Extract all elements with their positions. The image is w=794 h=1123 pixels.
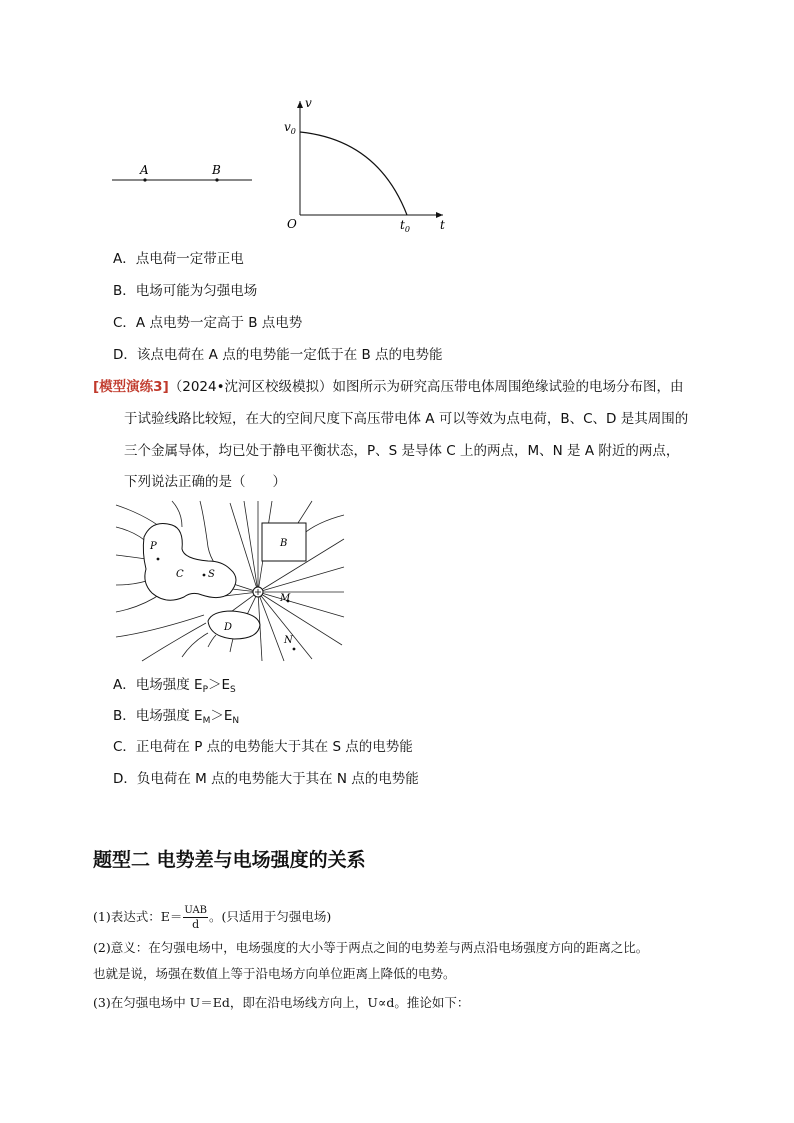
q1-option-b: B．电场可能为匀强电场 bbox=[113, 283, 258, 299]
figure-field-lines bbox=[112, 497, 348, 663]
velocity-curve bbox=[300, 132, 407, 215]
label-m: M bbox=[280, 593, 291, 604]
label-n: N bbox=[284, 635, 293, 646]
svg-text:t0 bbox=[400, 218, 410, 234]
t0-sub: 0 bbox=[404, 225, 410, 234]
q2-tag: [模型演练3] bbox=[93, 379, 169, 395]
svg-text:v0 bbox=[284, 120, 296, 136]
q2-option-c: C．正电荷在 P 点的电势能大于其在 S 点的电势能 bbox=[113, 739, 413, 755]
q2-option-d: D．负电荷在 M 点的电势能大于其在 N 点的电势能 bbox=[113, 771, 419, 787]
t0-label: t bbox=[400, 218, 405, 232]
v0-label: v bbox=[284, 120, 291, 134]
q2-line-3: 三个金属导体，均已处于静电平衡状态，P、S 是导体 C 上的两点，M、N 是 A 附近的两点， bbox=[124, 443, 680, 459]
section-p2-line2: 也就是说，场强在数值上等于沿电场方向单位距离上降低的电势。 bbox=[93, 966, 456, 981]
origin-label: O bbox=[287, 217, 297, 231]
q1-option-a: A．点电荷一定带正电 bbox=[113, 251, 244, 267]
q1-option-d: D．该点电荷在 A 点的电势能一定低于在 B 点的电势能 bbox=[113, 347, 443, 363]
section-title: 题型二 电势差与电场强度的关系 bbox=[93, 849, 366, 871]
q2-line-4: 下列说法正确的是（ ） bbox=[124, 474, 286, 490]
conductor-c bbox=[143, 524, 236, 601]
label-p: P bbox=[150, 541, 157, 552]
label-s: S bbox=[208, 569, 215, 580]
section-p3: (3)在匀强电场中 U＝Ed，即在沿电场线方向上，U∝d。推论如下： bbox=[93, 995, 470, 1010]
label-b-fig: B bbox=[280, 538, 288, 549]
label-c: C bbox=[176, 569, 184, 580]
label-b: B bbox=[212, 163, 221, 177]
figure-line-ab bbox=[108, 160, 258, 190]
q1-option-c: C．A 点电势一定高于 B 点电势 bbox=[113, 315, 303, 331]
axis-v-label: v bbox=[305, 96, 312, 110]
section-p1: (1)表达式：E＝ $\frac{\text{UAB}}{d}$ 。(只适用于匀强电场) bbox=[93, 905, 332, 931]
q2-line-2: 于试验线路比较短，在大的空间尺度下高压带电体 A 可以等效为点电荷，B、C、D 是其周围的 bbox=[124, 411, 689, 427]
axis-t-label: t bbox=[440, 218, 445, 232]
conductor-d bbox=[208, 611, 260, 639]
label-a: A bbox=[140, 163, 149, 177]
section-p2-line1: (2)意义：在匀强电场中，电场强度的大小等于两点之间的电势差与两点沿电场强度方向的距离之比。 bbox=[93, 940, 649, 955]
q2-line-1: [模型演练3]（2024•沈河区校级模拟）如图所示为研究高压带电体周围绝缘试验的电场分布图，由 bbox=[93, 379, 684, 395]
q2-option-a: A．电场强度 $E_P>E_S$ bbox=[113, 677, 236, 695]
figure-vt-graph bbox=[278, 95, 453, 240]
v0-sub: 0 bbox=[290, 127, 296, 136]
q2-option-b: B．电场强度 $E_M>E_N$ bbox=[113, 708, 240, 726]
label-d: D bbox=[224, 622, 233, 633]
formula-fraction: $\frac{\text{UAB}}{d}$ bbox=[184, 905, 208, 931]
